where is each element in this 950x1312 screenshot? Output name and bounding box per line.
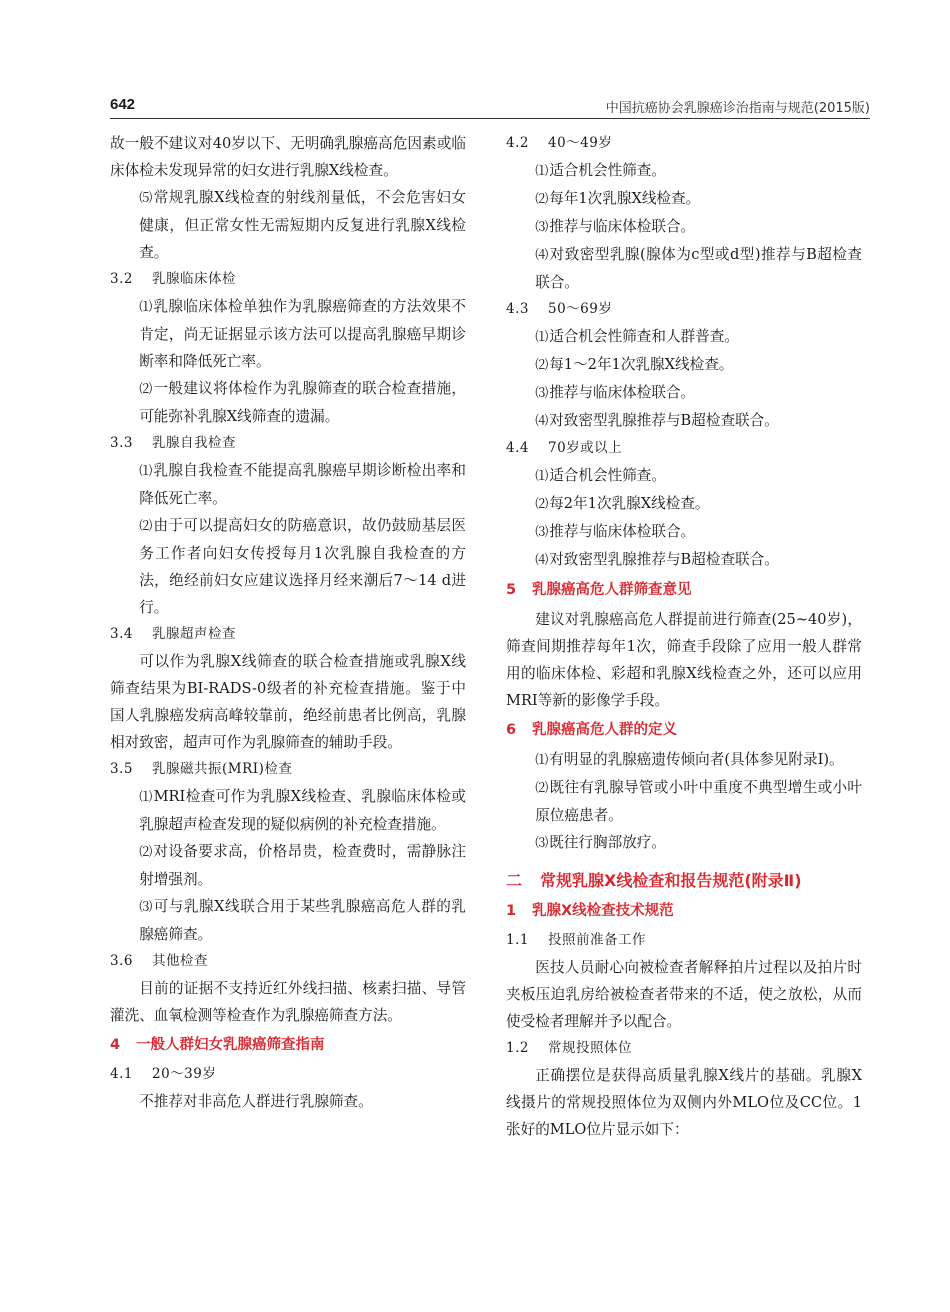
item-number: ⑶ (535, 525, 549, 540)
page-number: 642 (110, 96, 136, 113)
item-text: 由于可以提高妇女的防癌意识，故仍鼓励基层医务工作者向妇女传授每月1次乳腺自我检查的方法，绝经前妇女应建议选择月经来潮后7～14 d进行。 (139, 517, 466, 616)
list-item (110, 783, 466, 838)
list-item (110, 512, 466, 621)
item-text: 对设备要求高，价格昂贵，检查费时，需静脉注射增强剂。 (139, 843, 466, 888)
item-text: 适合机会性筛查。 (549, 162, 666, 179)
item-text: 推荐与临床体检联合。 (549, 218, 696, 235)
section-number: 1 (506, 903, 517, 919)
section-number: 3.6 (110, 953, 133, 969)
left-column (110, 130, 466, 1115)
item-number: ⑵ (139, 519, 153, 534)
list-item (506, 379, 862, 407)
item-text: 适合机会性筛查。 (549, 467, 666, 484)
item-text: 乳腺临床体检单独作为乳腺癌筛查的方法效果不肯定，尚无证据显示该方法可以提高乳腺癌早期诊断率和降低死亡率。 (139, 298, 466, 370)
item-number: ⑷ (535, 553, 549, 568)
section-title: 乳腺癌高危人群筛查意见 (532, 582, 692, 598)
paragraph: 目前的证据不支持近红外线扫描、核素扫描、导管灌洗、血氧检测等检查作为乳腺癌筛查方法。 (110, 980, 466, 1024)
paragraph: 正确摆位是获得高质量乳腺X线片的基础。乳腺X线摄片的常规投照体位为双侧内外MLO位及CC位。1张好的MLO位片显示如下： (506, 1067, 862, 1138)
item-number: ⑴ (139, 464, 153, 479)
section-heading-5 (506, 577, 862, 604)
paragraph: 建议对乳腺癌高危人群提前进行筛查(25~40岁)，筛查间期推荐每年1次，筛查手段除了应用一般人群常用的临床体检、彩超和乳腺X线检查之外，还可以应用MRI等新的影像学手段。 (506, 611, 862, 709)
section-heading-3-4 (110, 621, 466, 648)
item-text: 每2年1次乳腺X线检查。 (549, 495, 710, 512)
item-number: ⑵ (535, 358, 549, 373)
list-item (506, 323, 862, 351)
list-item (506, 746, 862, 774)
section-title: 50～69岁 (548, 301, 613, 317)
item-text: 可与乳腺X线联合用于某些乳腺癌高危人群的乳腺癌筛查。 (139, 898, 466, 943)
item-text: 每年1次乳腺X线检查。 (549, 190, 701, 207)
item-text: MRI检查可作为乳腺X线检查、乳腺临床体检或乳腺超声检查发现的疑似病例的补充检查措施。 (139, 788, 466, 833)
section-heading-6 (506, 717, 862, 744)
section-heading-4-3 (506, 296, 862, 323)
list-item (506, 185, 862, 213)
item-number: ⑶ (535, 220, 549, 235)
item-text: 既往有乳腺导管或小叶中重度不典型增生或小叶原位癌患者。 (535, 779, 862, 824)
list-item (110, 184, 466, 266)
section-number: 4.2 (506, 135, 529, 151)
part-heading-2 (506, 867, 862, 894)
list-item (506, 241, 862, 296)
item-number: ⑸ (139, 191, 153, 206)
section-title: 一般人群妇女乳腺癌筛查指南 (136, 1037, 325, 1053)
section-number: 4.1 (110, 1066, 133, 1082)
item-number: ⑴ (535, 164, 549, 179)
section-title: 乳腺自我检查 (152, 435, 236, 451)
section-title: 乳腺临床体检 (152, 271, 236, 287)
section-heading-3-6 (110, 948, 466, 975)
item-number: ⑴ (535, 330, 549, 345)
section-title: 乳腺癌高危人群的定义 (532, 722, 677, 738)
item-number: ⑶ (535, 386, 549, 401)
section-number: 6 (506, 722, 517, 738)
item-number: ⑴ (535, 753, 549, 768)
list-item (506, 157, 862, 185)
list-item (506, 774, 862, 829)
item-text: 对致密型乳腺推荐与B超检查联合。 (549, 551, 779, 568)
section-title: 常规投照体位 (548, 1040, 632, 1056)
item-text: 推荐与临床体检联合。 (549, 384, 696, 401)
paragraph: 医技人员耐心向被检查者解释拍片过程以及拍片时夹板压迫乳房给被检查者带来的不适，使之放松，从而使受检者理解并予以配合。 (506, 959, 862, 1030)
section-heading-4-4 (506, 435, 862, 462)
item-number: ⑴ (139, 300, 153, 315)
item-number: ⑵ (535, 497, 549, 512)
item-number: ⑵ (139, 845, 153, 860)
item-text: 既往行胸部放疗。 (549, 834, 666, 851)
section-heading-3-2 (110, 266, 466, 293)
item-text: 推荐与临床体检联合。 (549, 523, 696, 540)
list-item (506, 490, 862, 518)
list-item (506, 518, 862, 546)
list-item (110, 375, 466, 430)
section-title: 其他检查 (152, 953, 208, 969)
list-item (506, 213, 862, 241)
section-number: 3.3 (110, 435, 133, 451)
section-heading-1-1 (506, 927, 862, 954)
section-title: 乳腺磁共振(MRI)检查 (152, 761, 293, 777)
item-number: ⑶ (535, 836, 549, 851)
item-number: ⑴ (139, 790, 153, 805)
section-title: 20～39岁 (152, 1066, 217, 1082)
section-heading-4 (110, 1032, 466, 1059)
section-number: 1.1 (506, 932, 529, 948)
list-item (506, 407, 862, 435)
section-heading-3-3 (110, 430, 466, 457)
item-number: ⑵ (139, 382, 153, 397)
section-number: 3.4 (110, 626, 133, 642)
section-title: 70岁或以上 (548, 440, 623, 456)
section-number: 4.4 (506, 440, 529, 456)
item-text: 对致密型乳腺(腺体为c型或d型)推荐与B超检查联合。 (535, 246, 862, 291)
part-number: 二 (506, 871, 523, 890)
item-text: 每1～2年1次乳腺X线检查。 (549, 356, 734, 373)
section-number: 4 (110, 1037, 121, 1053)
item-number: ⑷ (535, 414, 549, 429)
list-item (110, 893, 466, 948)
list-item (110, 293, 466, 375)
section-heading-3-5 (110, 756, 466, 783)
item-text: 适合机会性筛查和人群普查。 (549, 328, 739, 345)
paragraph: 不推荐对非高危人群进行乳腺筛查。 (139, 1093, 373, 1110)
item-text: 乳腺自我检查不能提高乳腺癌早期诊断检出率和降低死亡率。 (139, 462, 466, 507)
item-text: 一般建议将体检作为乳腺筛查的联合检查措施，可能弥补乳腺X线筛查的遗漏。 (139, 380, 466, 425)
list-item (506, 546, 862, 574)
item-number: ⑵ (535, 781, 549, 796)
part-title: 常规乳腺X线检查和报告规范(附录Ⅱ) (540, 871, 802, 890)
item-number: ⑷ (535, 248, 549, 263)
item-number: ⑵ (535, 192, 549, 207)
section-number: 3.5 (110, 761, 133, 777)
running-header (110, 96, 870, 119)
item-text: 有明显的乳腺癌遗传倾向者(具体参见附录Ⅰ)。 (549, 751, 844, 768)
section-number: 1.2 (506, 1040, 529, 1056)
list-item (506, 829, 862, 857)
section-title: 乳腺超声检查 (152, 626, 236, 642)
item-text: 常规乳腺X线检查的射线剂量低，不会危害妇女健康，但正常女性无需短期内反复进行乳腺X线检查。 (139, 189, 466, 261)
list-item (506, 462, 862, 490)
paragraph: 可以作为乳腺X线筛查的联合检查措施或乳腺X线筛查结果为BI-RADS-0级者的补充检查措施。鉴于中国人乳腺癌发病高峰较靠前，绝经前患者比例高，乳腺相对致密，超声可作为乳腺筛查的辅助手段。 (110, 653, 466, 751)
right-column (506, 130, 862, 1143)
section-heading-4-2 (506, 130, 862, 157)
section-title: 投照前准备工作 (548, 932, 646, 948)
list-item (506, 351, 862, 379)
section-number: 3.2 (110, 271, 133, 287)
list-item (110, 457, 466, 512)
journal-title: 中国抗癌协会乳腺癌诊治指南与规范(2015版) (605, 101, 870, 116)
item-number: ⑶ (139, 900, 153, 915)
section-title: 40～49岁 (548, 135, 613, 151)
paragraph: 故一般不建议对40岁以下、无明确乳腺癌高危因素或临床体检未发现异常的妇女进行乳腺X线检查。 (110, 135, 466, 179)
list-item (110, 838, 466, 893)
item-text: 对致密型乳腺推荐与B超检查联合。 (549, 412, 779, 429)
item-number: ⑴ (535, 469, 549, 484)
section-number: 4.3 (506, 301, 529, 317)
section-number: 5 (506, 582, 517, 598)
section-title: 乳腺X线检查技术规范 (532, 903, 674, 919)
section-heading-4-1 (110, 1061, 466, 1088)
section-heading-1 (506, 898, 862, 925)
section-heading-1-2 (506, 1035, 862, 1062)
